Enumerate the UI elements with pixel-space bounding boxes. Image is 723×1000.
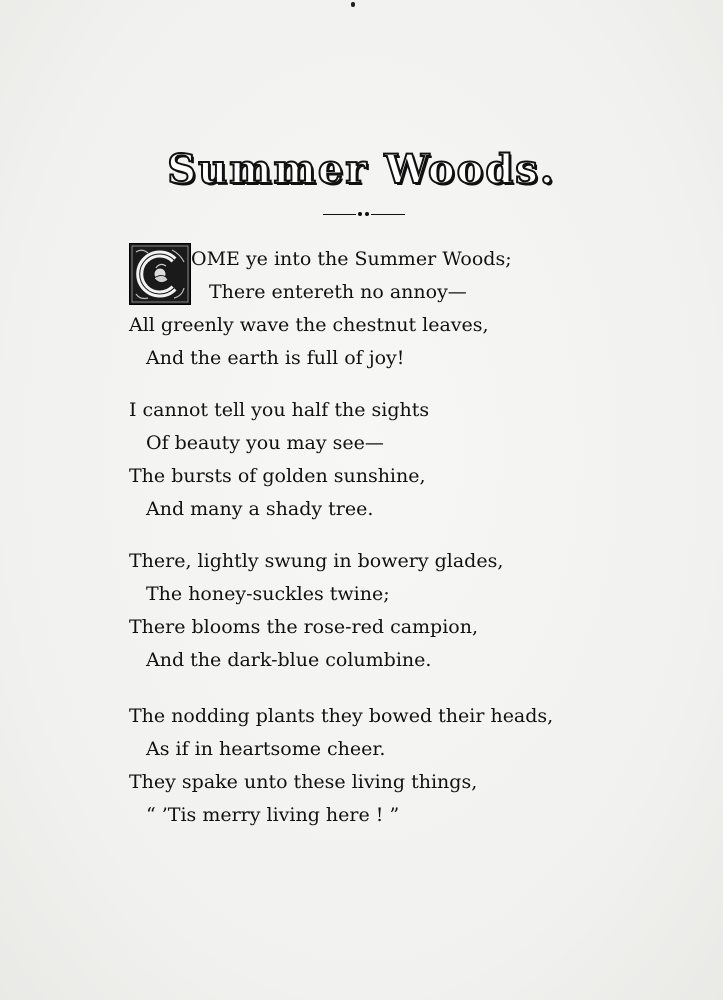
poem-line: And many a shady tree.	[146, 498, 374, 520]
page-mark	[351, 2, 355, 7]
divider-dot	[365, 212, 369, 216]
poem-line: The honey-suckles twine;	[146, 583, 390, 605]
poem-line: The bursts of golden sunshine,	[129, 465, 426, 487]
poem-line: There, lightly swung in bowery glades,	[129, 550, 504, 572]
divider-line-left	[323, 214, 356, 215]
poem-line: “ ’Tis merry living here ! ”	[146, 804, 400, 826]
divider-line-right	[371, 214, 405, 215]
poem-line: I cannot tell you half the sights	[129, 399, 430, 421]
poem-line: All greenly wave the chestnut leaves,	[129, 314, 489, 336]
ornamental-initial-c-icon	[129, 243, 191, 305]
poem-line: There blooms the rose-red campion,	[129, 616, 479, 638]
poem-line: And the dark-blue columbine.	[146, 649, 432, 671]
title-divider	[323, 214, 405, 216]
divider-dot	[358, 212, 362, 216]
poem-line: Of beauty you may see—	[146, 432, 384, 454]
poem-line: There entereth no annoy—	[209, 281, 467, 303]
poem-line: The nodding plants they bowed their heads,	[129, 705, 554, 727]
poem-title: Summer Woods.	[167, 146, 556, 193]
poem-line: As if in heartsome cheer.	[146, 738, 386, 760]
poem-line: OME ye into the Summer Woods;	[191, 248, 512, 270]
poem-line: And the earth is full of joy!	[146, 347, 405, 369]
poem-line: They spake unto these living things,	[129, 771, 478, 793]
